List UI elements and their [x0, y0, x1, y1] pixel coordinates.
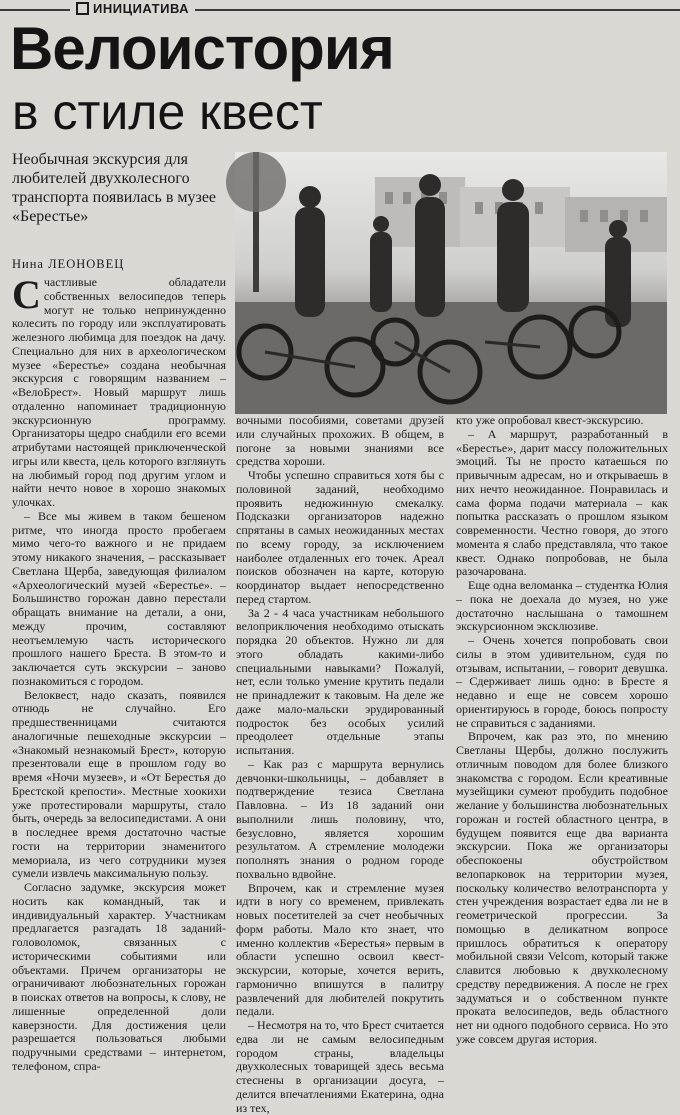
paragraph: Чтобы успешно справиться хотя бы с половиной заданий, необходимо проявить недюжинную смекалку. Подсказки организаторов надежно спрятаны в самых неожиданных местах по всему городу, за исключением наиболее отдаленных его точек. Ареал поисков обозначен на карте, которую координатор выдает непосредственно перед стартом.: [236, 468, 444, 606]
paragraph-text: частливые обладатели собственных велосипедов теперь могут не только непринужденно колесить по городу или эксплуатировать железного любимца для поездок на дачу. Специально для них в археологическом музее «Берестье» создана необычная экскурсия с говорящим названием – «ВелоБрест». Новый маршрут лишь отдаленно напоминает традиционную экскурсионную программу. Организаторы щедро снабдили его всеми атрибутами настоящей приключенческой игры или квеста, цель которого взглянуть на любимый город под другим углом и найти нечто новое в хорошо знакомых улочках.: [12, 275, 226, 509]
paragraph: Впрочем, как раз это, по мнению Светланы Щербы, должно послужить отличным поводом для более близкого знакомства с городом. Если креативные музейщики сумеют пробудить подобное желание у большинства любознательных горожан и гостей областного центра, в будущем появится еще два варианта экскурсии. Пока же организаторы обеспокоены обустройством велопарковок на территории музея, поскольку количество велотранспорта у стен учреждения возрастает едва ли не в геометрической прогрессии. За помощью в деликатном вопросе пришлось обратиться к оператору мобильной связи Velcom, который также славится любовью к двухколесному средству передвижения. А после не грех задуматься и о собственном пункте проката велосипедов, ведь областного нет ни одного подобного сервиса. Но это уже совсем другая история.: [456, 729, 668, 1046]
paragraph: За 2 - 4 часа участникам небольшого велоприключения необходимо отыскать порядка 20 объектов. Нужно ли для этого обладать какими-либо специальными навыками? Пожалуй, нет, если только умение крутить педали не принадлежит к таковым. На деле же даже мало-мальски эрудированный подросток без особых усилий преодолеет отдельные этапы испытания.: [236, 605, 444, 757]
paragraph: Согласно задумке, экскурсия может носить как командный, так и индивидуальный характер. Участникам предлагается разгадать 18 заданий-головоломок, связанных с историческими событиями или объектами. Причем организаторы не ограничивают любознательных горожан в поисках ответов на вопросы, к слову, не лишенные определенной доли каверзности. Для достижения цели разрешается пользоваться любыми подручными средствами – интернетом, телефоном, спра-: [12, 880, 226, 1073]
paragraph: – Как раз с маршрута вернулись девчонки-школьницы, – добавляет в подтверждение тезиса Светлана Павловна. – Из 18 заданий они выполнили лишь половину, что, безусловно, является хорошим результатом. А стремление молодежи пополнять знания о родном городе похвально вдвойне.: [236, 756, 444, 881]
headline-line2: в стиле квест: [12, 84, 323, 140]
article-column-3: [456, 413, 668, 1046]
paragraph: Велоквест, надо сказать, появился отнюдь не случайно. Его предшественницами считаются аналогичные пешеходные экскурсии – «Знакомый незнакомый Брест», которую презентовали еще в прошлом году во время «Ночи музеев», и «От Берестья до Брестской крепости». Местные хоокихи уже протестировали маршруты, стало быть, очередь за велосипедистами. А они в последнее время достаточно частые гости на территории знаменитого мемориала, из чего сотрудники музея сумели извлечь максимальную пользу.: [12, 687, 226, 881]
article-column-1: [12, 272, 226, 1073]
lead-paragraph: [12, 272, 226, 510]
paragraph: – А маршрут, разработанный в «Берестье», дарит массу положительных эмоций. Ты не просто катаешься по привычным адресам, но и открываешь в них нечто неожиданное. Понравилась и сама форма подачи материала – как попытка рассказать о прошлом языком современности. Честно говоря, до этого момента я слабо представляла, что такое квест. Однако попробовав, не была разочарована.: [456, 426, 668, 579]
paragraph: – Несмотря на то, что Брест считается едва ли не самым велосипедным городом страны, владельцы двухколесных товарищей здесь весьма стеснены в организации досуга, – делится впечатлениями Екатерина, одна из тех,: [236, 1018, 444, 1115]
dropcap: С: [12, 272, 41, 317]
cyclists-photo: [235, 152, 667, 414]
paragraph: Впрочем, как и стремление музея идти в ногу со временем, привлекать новых посетителей за счет необычных форм работы. Мало кто знает, что именно коллектив «Берестья» первым в области успешно освоил квест-экскурсии, которые, хочется верить, гармонично впишутся в палитру развлечений для любителей покрутить педали.: [236, 880, 444, 1019]
rubric-label: ИНИЦИАТИВА: [93, 1, 190, 16]
paragraph: кто уже опробовал квест-экскурсию.: [456, 413, 644, 427]
headline-line1: Велоистория: [10, 15, 394, 82]
subtitle: Необычная экскурсия для любителей двухколесного транспорта появилась в музее «Берестье»: [12, 151, 217, 225]
author-byline: Нина ЛЕОНОВЕЦ: [12, 257, 125, 271]
paragraph: Еще одна веломанка – студентка Юлия – пока не доехала до музея, но уже достаточно наслышана о тамошнем экскурсионном эксклюзиве.: [456, 578, 668, 634]
paragraph: вочными пособиями, советами друзей или случайных прохожих. В общем, в погоне за новыми знаниями все средства хороши.: [236, 413, 444, 469]
paragraph: – Все мы живем в таком бешеном ритме, что иногда просто пробегаем мимо чего-то важного и не придаем этому никакого значения, – рассказывает Светлана Щерба, заведующая филиалом «Археологический музей «Берестье». – Большинство горожан давно перестали обращать внимание на детали, а они, между прочим, составляют неотъемлемую часть исторического прошлого нашего Бреста. В этом-то и заключается суть экскурсии – заново познакомиться с городом.: [12, 508, 226, 688]
paragraph: – Очень хочется попробовать свои силы в этом удивительном, судя по отзывам, испытании, – говорит девушка. – Сдерживает лишь одно: в Бресте я недавно и еще не совсем хорошо ориентируюсь в городе, боюсь попросту не справиться с заданиями.: [456, 633, 668, 730]
article-column-2: [236, 413, 444, 1115]
cyclists-photo-illustration: [235, 152, 667, 414]
